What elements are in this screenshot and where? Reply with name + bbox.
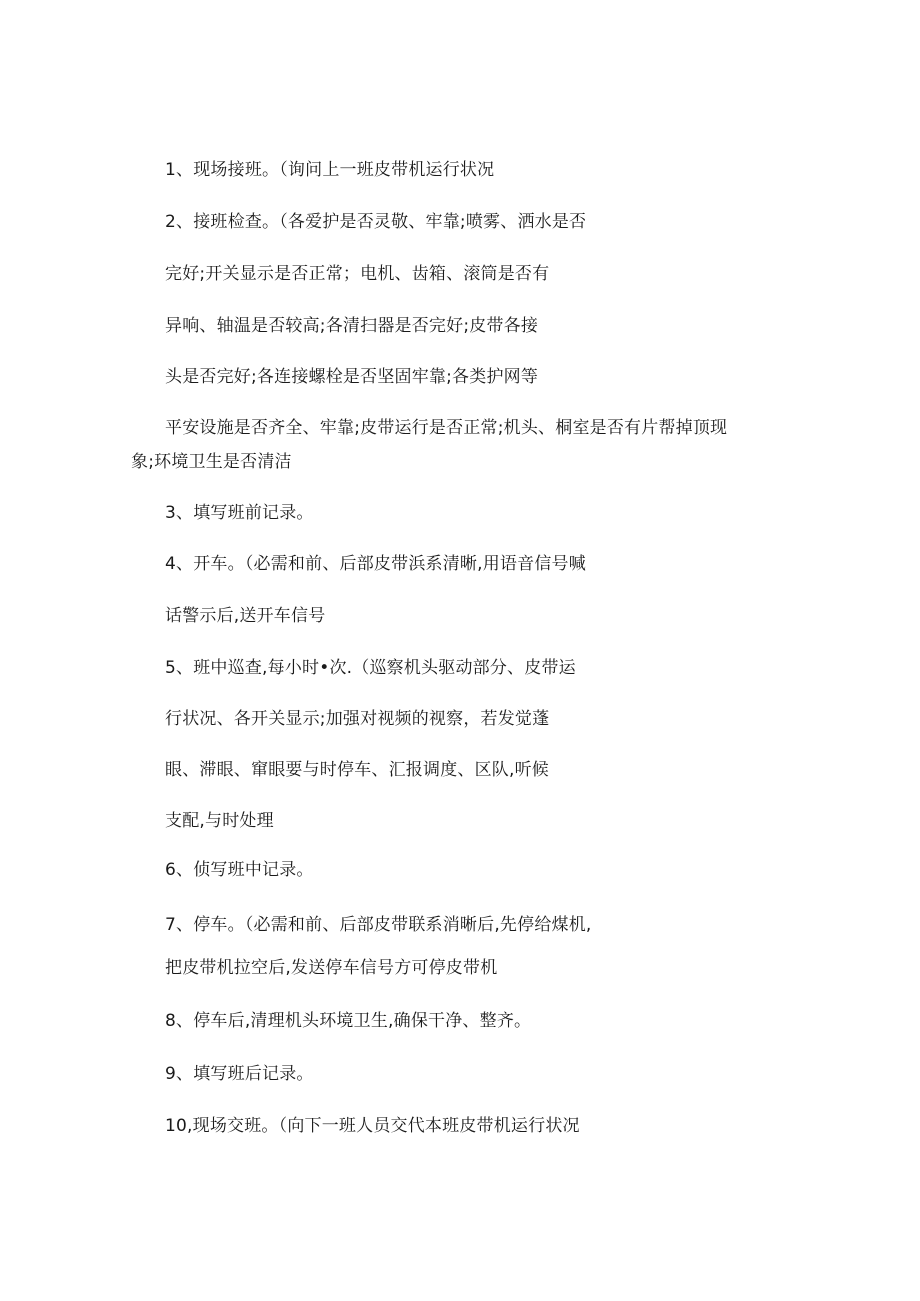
- step-4-line-1: 4、开车。（必需和前、后部皮带浜系清晰,用语音信号喊: [165, 554, 586, 574]
- step-7-line-1: 7、停车。（必需和前、后部皮带联系消晰后,先停给煤机,: [165, 915, 592, 935]
- step-6-line: 6、侦写班中记录。: [165, 860, 314, 880]
- step-10-line: 10,现场交班。（向下一班人员交代本班皮带机运行状况: [165, 1116, 580, 1136]
- step-5-line-4: 支配,与时处理: [165, 811, 274, 831]
- step-2-line-1: 2、接班检查。（各爱护是否灵敬、牢靠;喷雾、洒水是否: [165, 212, 587, 232]
- step-2-line-5: 平安设施是否齐全、牢靠;皮带运行是否正常;机头、桐室是否有片帮掉顶现: [165, 418, 728, 438]
- step-5-line-2: 行状况、各开关显示;加强对视频的视察，若发觉蓬: [165, 709, 550, 729]
- step-2-line-4: 头是否完好;各连接螺栓是否坚固牢靠;各类护网等: [165, 367, 539, 387]
- step-9-line: 9、填写班后记录。: [165, 1064, 314, 1084]
- step-2-line-6: 象;环境卫生是否清洁: [131, 452, 292, 472]
- step-7-line-2: 把皮带机拉空后,发送停车信号方可停皮带机: [165, 958, 498, 978]
- step-4-line-2: 话警示后,送开车信号: [165, 606, 326, 626]
- step-2-line-2: 完好;开关显示是否正常；电机、齿箱、滚筒是否有: [165, 264, 550, 284]
- step-5-line-3: 眼、滞眼、窜眼要与时停车、汇报调度、区队,听候: [165, 760, 550, 780]
- step-8-line: 8、停车后,清理机头环境卫生,确保干净、整齐。: [165, 1011, 532, 1031]
- step-5-line-1: 5、班中巡查,每小时•次.（巡察机头驱动部分、皮带运: [165, 658, 576, 678]
- step-1-line: 1、现场接班。（询问上一班皮带机运行状况: [165, 160, 495, 180]
- step-2-line-3: 异响、轴温是否较高;各清扫器是否完好;皮带各接: [165, 316, 539, 336]
- step-3-line: 3、填写班前记录。: [165, 503, 314, 523]
